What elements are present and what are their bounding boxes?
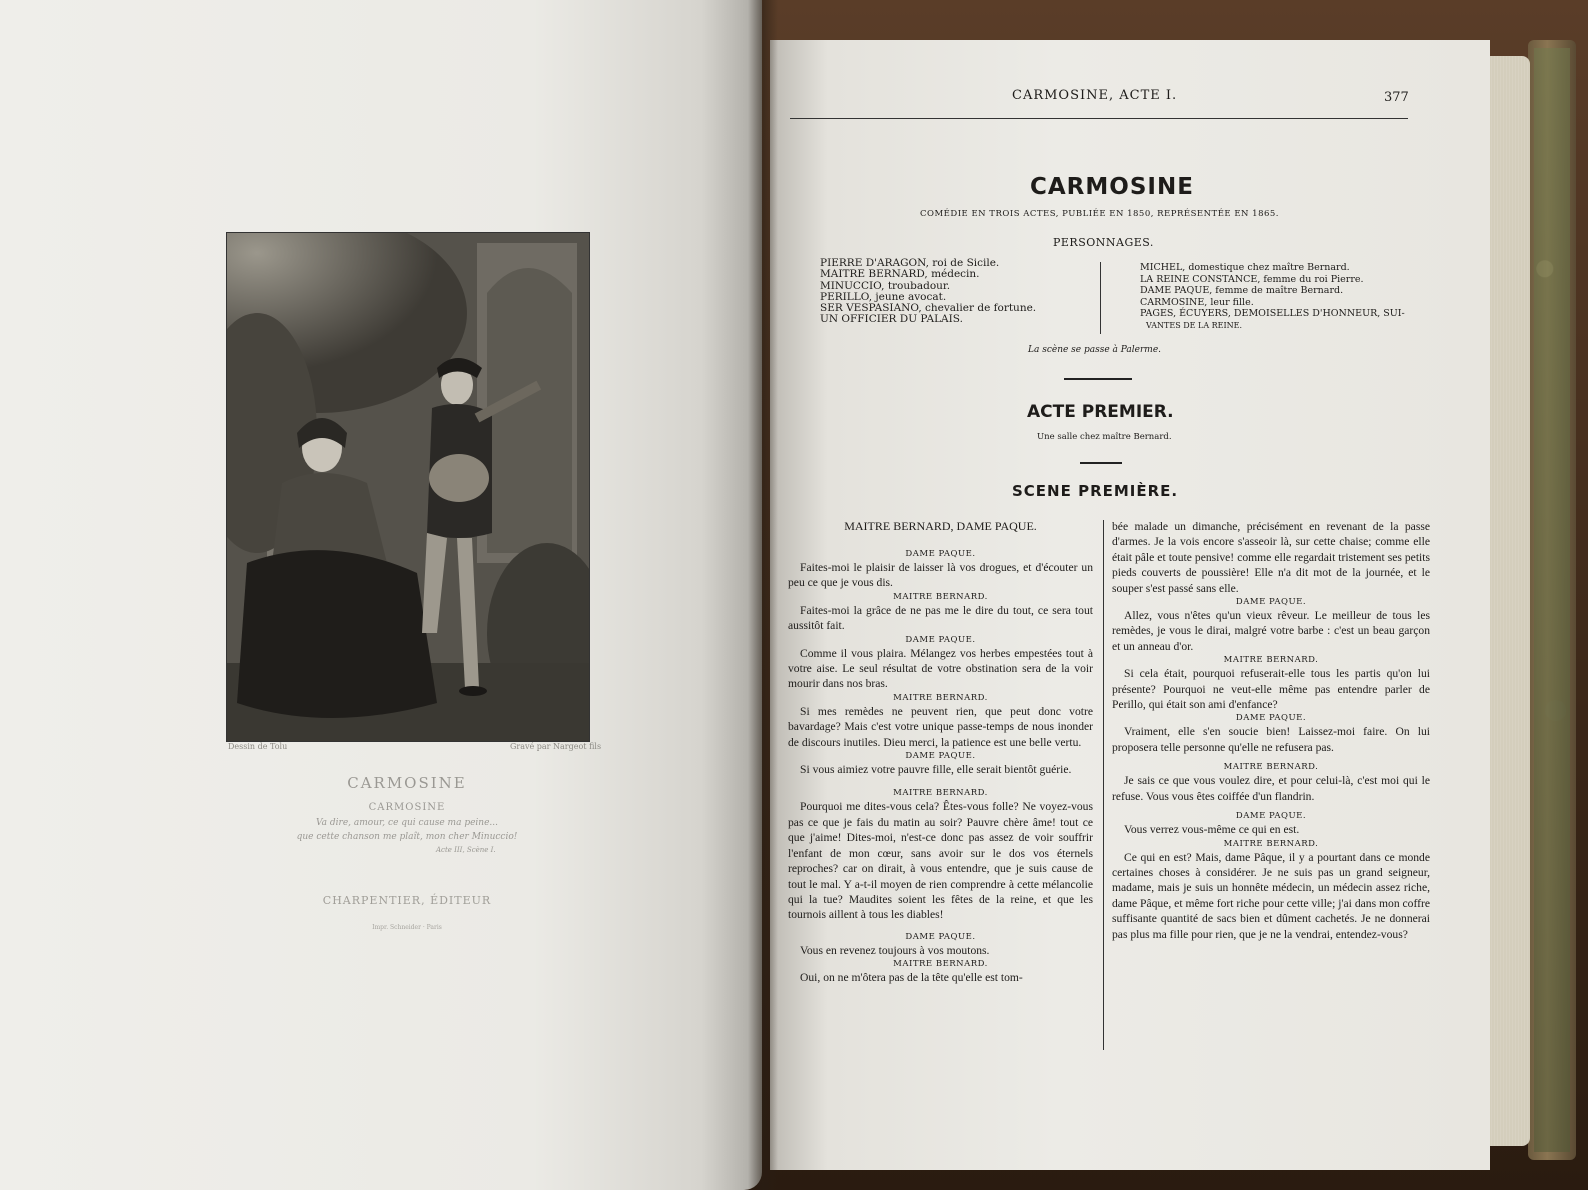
cast-entry: SER VESPASIANO, chevalier de fortune. [820, 302, 1037, 315]
scene-title: SCENE PREMIÈRE. [1012, 482, 1179, 500]
cast-entry: MICHEL, domestique chez maître Bernard. [1140, 262, 1350, 273]
dialogue-line: Si mes remèdes ne peuvent rien, que peut donc votre bavardage? Mais c'est votre unique passe-temps de nous inonder de discours inutiles. Dieu merci, la patience est une belle vertu. [788, 704, 1093, 749]
plate-engraver-credit: Gravé par Nargeot fils [510, 742, 602, 751]
cast-divider [1100, 262, 1101, 334]
cast-entry: UN OFFICIER DU PALAIS. [820, 313, 963, 326]
section-rule [1080, 462, 1122, 464]
publisher-name: CHARPENTIER, ÉDITEUR [322, 894, 492, 907]
speaker-label: MAITRE BERNARD. [893, 692, 988, 703]
dialogue-line: Allez, vous n'êtes qu'un vieux rêveur. Le meilleur de tous les remèdes, je vous le dirai, malgré votre barbe : c'est un beau garçon et un anneau d'or. [1112, 609, 1430, 653]
cast-entry: PIERRE D'ARAGON, roi de Sicile. [820, 257, 1000, 269]
text-column-left [788, 519, 1093, 986]
cast-entry: PERILLO, jeune avocat. [820, 290, 947, 303]
cast-entry: LA REINE CONSTANCE, femme du roi Pierre. [1140, 273, 1364, 285]
column-divider [1103, 520, 1104, 1050]
engraving-plate [226, 232, 590, 742]
header-rule [790, 118, 1408, 119]
speaker-label: DAME PAQUE. [1235, 713, 1307, 724]
plate-quote-line: que cette chanson me plaît, mon cher Minuccio! [296, 832, 518, 842]
section-rule [1064, 378, 1132, 380]
engraving-illustration [227, 233, 589, 741]
dialogue-line: Faites-moi la grâce de ne pas me le dire du tout, ce sera tout aussitôt fait. [788, 603, 1093, 633]
dialogue-line: Vous verrez vous-même ce qui en est. [1124, 823, 1300, 837]
act-setting: Une salle chez maître Bernard. [1037, 432, 1172, 442]
dialogue-line: Oui, on ne m'ôtera pas de la tête qu'elle est tom- [800, 971, 1023, 985]
speaker-label: MAITRE BERNARD. [893, 788, 988, 799]
dialogue-line: bée malade un dimanche, précisément en revenant de la passe d'armes. Je la vois encore s'asseoir là, sur cette chaise; comme elle était pâle et toute pensive! comme elle regardait tristement ses petits pieds couverts de poussière! Elle n'a dit mot de la journée, et le souper s'est passé sans elle. [1112, 520, 1430, 595]
speaker-label: MAITRE BERNARD. [1223, 655, 1319, 666]
dialogue-line: Faites-moi le plaisir de laisser là vos drogues, et d'écouter un peu ce que je vous dis. [788, 561, 1093, 590]
dialogue-line: Je sais ce que vous voulez dire, et pour celui-là, c'est moi qui le refuse. Vous vous êtes coiffée d'un flandrin. [1112, 774, 1430, 803]
plate-reference: Acte III, Scène I. [436, 846, 496, 854]
cast-entry: DAME PAQUE, femme de maître Bernard. [1140, 285, 1344, 297]
cast-list-left [820, 258, 1036, 326]
play-title: CARMOSINE [1030, 174, 1194, 200]
plate-title: CARMOSINE [347, 774, 467, 792]
speaker-label: DAME PAQUE. [905, 634, 976, 645]
page-edges [1490, 56, 1530, 1146]
speaker-label: DAME PAQUE. [1235, 597, 1307, 608]
speaker-label: DAME PAQUE. [905, 931, 976, 942]
dialogue-line: Vous en revenez toujours à vos moutons. [800, 943, 990, 957]
cast-entry: CARMOSINE, leur fille. [1140, 296, 1254, 308]
speaker-label: MAITRE BERNARD. [893, 591, 988, 602]
speaker-label: MAITRE BERNARD. [1223, 762, 1319, 773]
cast-entry: MAITRE BERNARD, médecin. [820, 268, 980, 281]
cast-entry: MINUCCIO, troubadour. [820, 279, 951, 292]
book-cover-edge [1528, 40, 1576, 1160]
speaker-label: DAME PAQUE. [905, 549, 976, 559]
speaker-label: DAME PAQUE. [905, 751, 976, 762]
scene-characters: MAITRE BERNARD, DAME PAQUE. [844, 519, 1037, 533]
cast-entry: PAGES, ÉCUYERS, DEMOISELLES D'HONNEUR, SUI- [1140, 308, 1405, 320]
act-title: ACTE PREMIER. [1027, 402, 1174, 422]
plate-quote-line: Va dire, amour, ce qui cause ma peine... [315, 818, 498, 828]
speaker-label: MAITRE BERNARD. [1223, 838, 1319, 849]
dialogue-line: Si vous aimiez votre pauvre fille, elle serait bientôt guérie. [800, 763, 1072, 777]
printer-name: Impr. Schneider · Paris [372, 924, 442, 931]
cast-list-right [1140, 262, 1405, 332]
speaker-label: MAITRE BERNARD. [893, 959, 988, 970]
speaker-label: DAME PAQUE. [1235, 811, 1307, 822]
page-number: 377 [1384, 90, 1409, 105]
cast-entry: VANTES DE LA REINE. [1146, 320, 1243, 330]
text-column-right [1112, 519, 1430, 942]
running-head: CARMOSINE, ACTE I. [1012, 88, 1178, 103]
book-gutter [748, 0, 778, 1190]
scene-location: La scène se passe à Palerme. [1028, 345, 1162, 355]
dialogue-line: Vraiment, elle s'en soucie bien! Laissez-moi faire. On lui proposera telle personne qu'elle ne refusera pas. [1112, 725, 1430, 754]
plate-subtitle: CARMOSINE [368, 802, 446, 813]
play-subtitle: COMÉDIE EN TROIS ACTES, PUBLIÉE EN 1850, REPRÉSENTÉE EN 1865. [920, 209, 1279, 219]
dialogue-line: Ce qui en est? Mais, dame Pâque, il y a pourtant dans ce monde certaines choses à considérer. Je ne suis pas un grand seigneur, madame, mais je suis un honnête médecin, un médecin assez riche, dame Pâque, et même fort riche pour cette ville; j'ai dans mon coffre suffisante quantité de sacs bien et dûment cachetés. Je ne donnerai pas plus ma fille pour rien, que je ne la vendrai, entendez-vous? [1112, 850, 1430, 941]
dialogue-line: Comme il vous plaira. Mélangez vos herbes empestées tout à votre aise. Le seul résultat de votre obstination sera de la voir mourir dans nos bras. [788, 646, 1093, 691]
plate-artist-credit: Dessin de Tolu [228, 742, 288, 751]
dialogue-line: Pourquoi me dites-vous cela? Êtes-vous folle? Ne voyez-vous pas ce que je fais du matin au soir? Pauvre chère âme! tout ce que j'aime! Dites-moi, n'est-ce donc pas assez de voir souffrir l'enfant de mon cœur, sans avoir sur le dos vos éternels reproches? car on dirait, à vous entendre, que je suis cause de tout le mal. Y a-t-il moyen de rien comprendre à cette mélancolie qui la tue? Maudites soient les fêtes de la reine, et que les tournois aillent à tous les diables! [788, 800, 1093, 922]
dialogue-line: Si cela était, pourquoi refuserait-elle tous les partis qu'on lui présente? Pourquoi ne veut-elle même pas entendre parler de Perillo, qui était son ami d'enfance? [1112, 667, 1430, 712]
cast-heading: PERSONNAGES. [1053, 236, 1154, 249]
